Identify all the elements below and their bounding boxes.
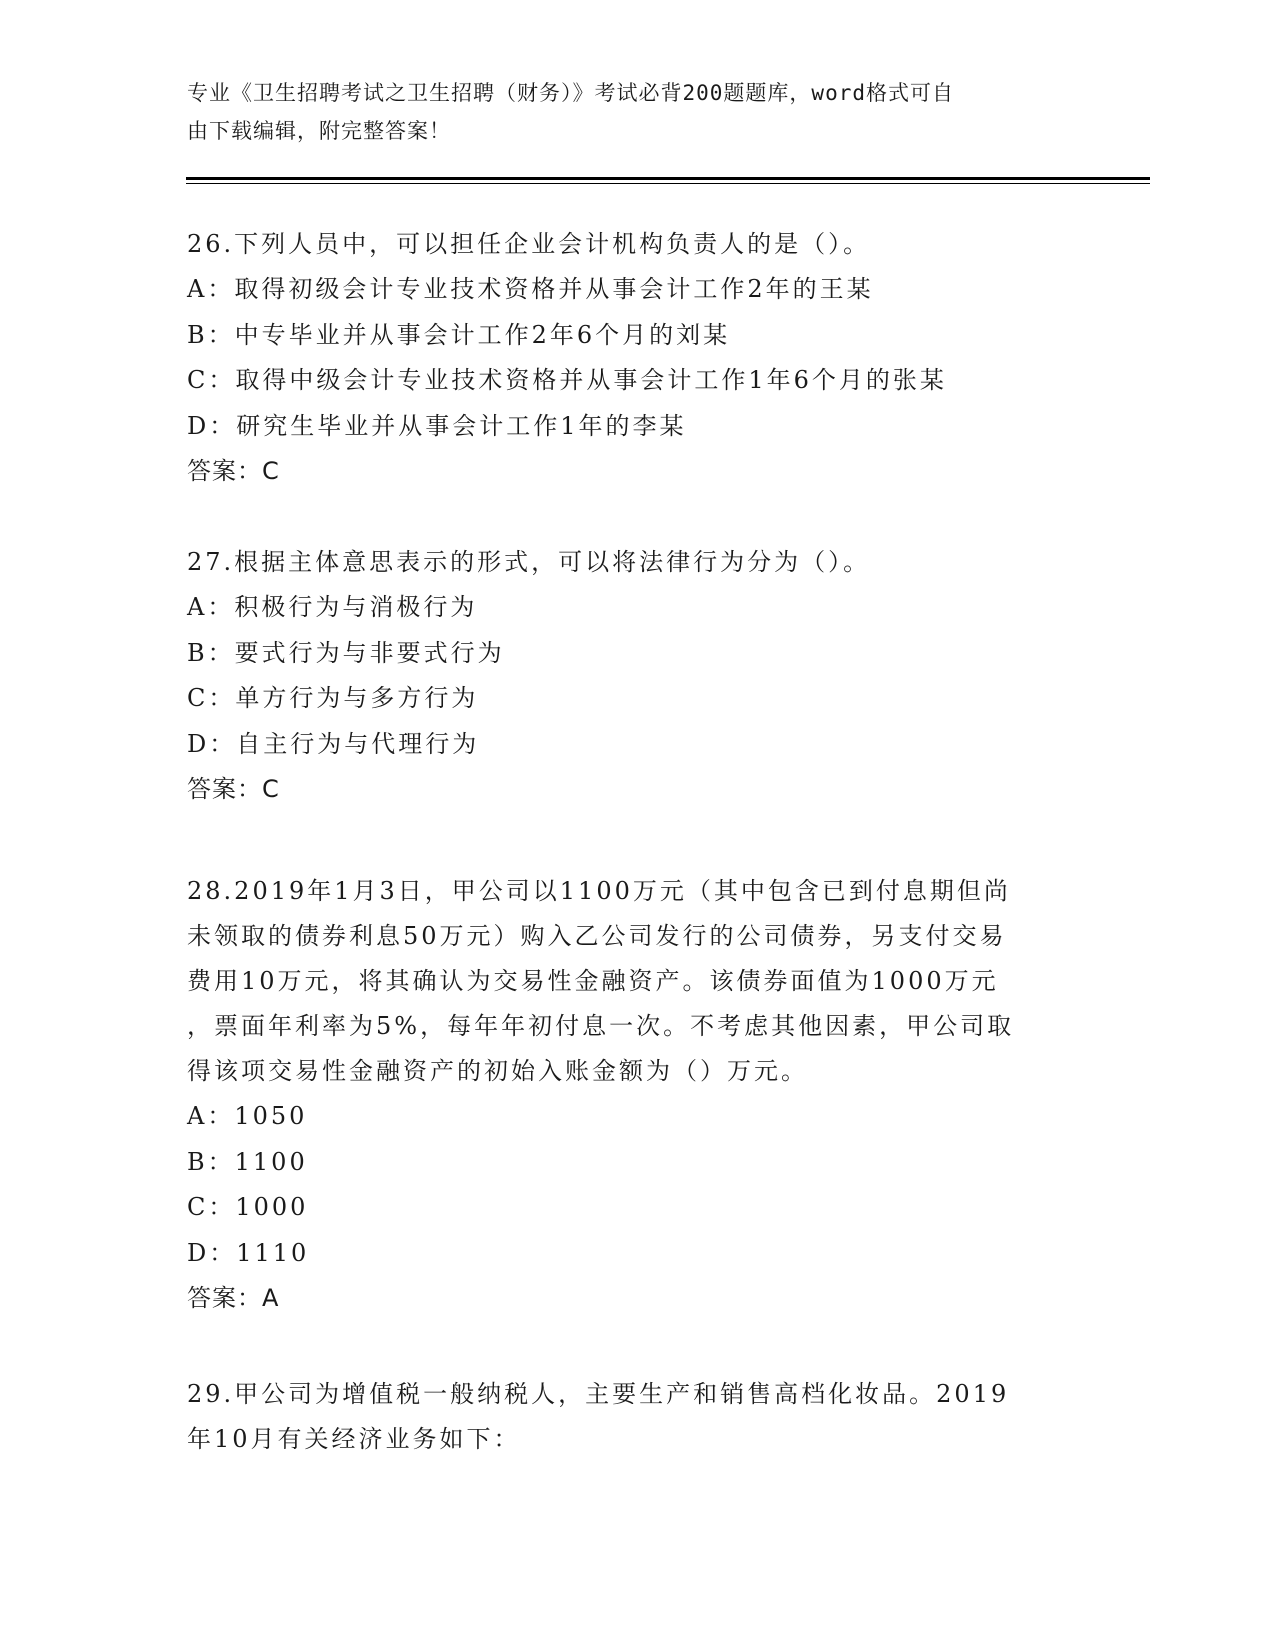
option-a: A：取得初级会计专业技术资格并从事会计工作2年的王某	[187, 275, 874, 303]
answer: 答案：C	[187, 457, 280, 485]
question-26	[187, 222, 1087, 494]
document-header	[187, 74, 1067, 150]
option-c: C：1000	[187, 1193, 309, 1221]
question-28	[187, 869, 1087, 1321]
option-b: B：中专毕业并从事会计工作2年6个月的刘某	[187, 320, 731, 349]
option-a: A：积极行为与消极行为	[187, 593, 478, 621]
header-line-1: 专业《卫生招聘考试之卫生招聘（财务）》考试必背200题题库，word格式可自	[187, 81, 954, 105]
question-stem-line-2: 未领取的债券利息50万元）购入乙公司发行的公司债券，另支付交易	[187, 922, 1007, 950]
question-29	[187, 1372, 1087, 1462]
question-stem-line-3: 费用10万元，将其确认为交易性金融资产。该债券面值为1000万元	[187, 967, 999, 995]
question-stem: 26.下列人员中，可以担任企业会计机构负责人的是（）。	[187, 230, 871, 258]
question-27	[187, 540, 1087, 812]
header-divider-thin	[186, 183, 1150, 184]
option-b: B：1100	[187, 1147, 308, 1176]
option-c: C：取得中级会计专业技术资格并从事会计工作1年6个月的张某	[187, 366, 947, 394]
answer: 答案：A	[187, 1284, 280, 1312]
header-line-2: 由下载编辑，附完整答案！	[187, 119, 451, 143]
question-stem-line-1: 28.2019年1月3日，甲公司以1100万元（其中包含已到付息期但尚	[187, 877, 1011, 905]
question-stem-line-2: 年10月有关经济业务如下：	[187, 1425, 521, 1453]
question-stem-line-5: 得该项交易性金融资产的初始入账金额为（）万元。	[187, 1057, 808, 1085]
option-d: D：研究生毕业并从事会计工作1年的李某	[187, 411, 687, 440]
header-divider-thick	[186, 177, 1150, 180]
option-b: B：要式行为与非要式行为	[187, 638, 505, 667]
answer: 答案：C	[187, 775, 280, 803]
question-stem-line-4: ，票面年利率为5%，每年年初付息一次。不考虑其他因素，甲公司取	[187, 1012, 1015, 1040]
question-stem-line-1: 29.甲公司为增值税一般纳税人，主要生产和销售高档化妆品。2019	[187, 1380, 1010, 1408]
question-stem: 27.根据主体意思表示的形式，可以将法律行为分为（）。	[187, 548, 871, 576]
option-d: D：自主行为与代理行为	[187, 729, 480, 758]
option-d: D：1110	[187, 1238, 310, 1267]
option-a: A：1050	[187, 1102, 308, 1130]
option-c: C：单方行为与多方行为	[187, 684, 479, 712]
